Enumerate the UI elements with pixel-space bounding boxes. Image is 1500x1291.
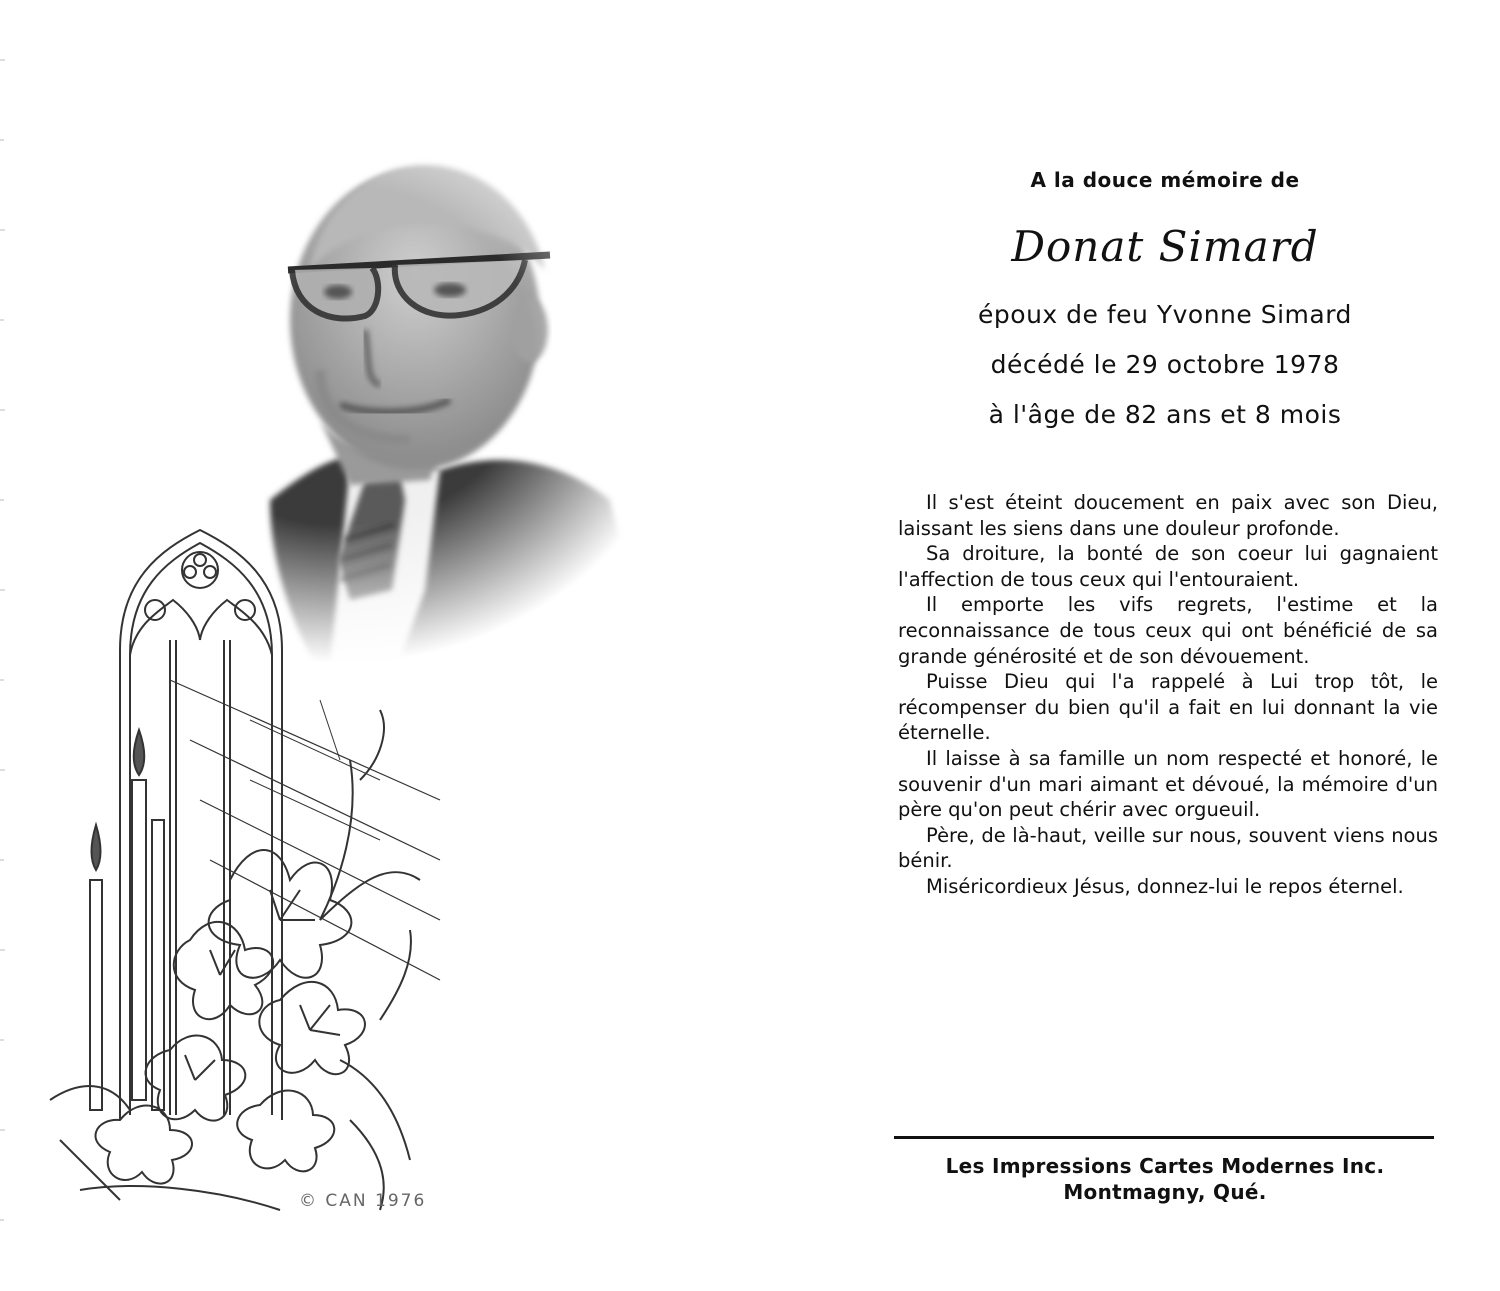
divider-rule — [894, 1136, 1434, 1139]
card-edge — [0, 0, 8, 1291]
paragraph: Père, de là-haut, veille sur nous, souvent viens nous bénir. — [898, 823, 1438, 873]
gothic-window-icon — [120, 530, 440, 1120]
dedication-line: A la douce mémoire de — [1030, 168, 1300, 192]
copyright-mark: © CAN 1976 — [299, 1191, 427, 1211]
paragraph: Il s'est éteint doucement en paix avec son Dieu, laissant les siens dans une douleur profonde. — [898, 491, 1438, 540]
paragraph: Il emporte les vifs regrets, l'estime et la reconnaissance de tous ceux qui ont bénéficié de sa grande générosité et de son dévouement. — [898, 593, 1438, 668]
deceased-name: Donat Simard — [1011, 222, 1319, 271]
left-panel — [20, 120, 660, 1230]
age-line: à l'âge de 82 ans et 8 mois — [988, 400, 1342, 429]
death-date-line: décédé le 29 octobre 1978 — [990, 350, 1340, 379]
lily-flowers-icon — [50, 710, 420, 1210]
paragraph: Sa droiture, la bonté de son coeur lui gagnaient l'affection de tous ceux qui l'entouraient. — [898, 542, 1438, 591]
paragraph: Puisse Dieu qui l'a rappelé à Lui trop tôt, le récompenser du bien qu'il a fait en lui donnant la vie éternelle. — [898, 670, 1438, 745]
spouse-line: époux de feu Yvonne Simard — [978, 300, 1352, 329]
memorial-illustration — [20, 120, 660, 1230]
right-panel — [880, 150, 1450, 1230]
paragraph: Miséricordieux Jésus, donnez-lui le repos éternel. — [926, 874, 1404, 898]
candle-icon — [90, 730, 164, 1110]
printer-name: Les Impressions Cartes Modernes Inc. — [945, 1154, 1385, 1178]
memorial-text — [898, 490, 1438, 900]
paragraph: Il laisse à sa famille un nom respecté et honoré, le souvenir d'un mari aimant et dévoué, la mémoire d'un père qu'on peut chérir avec orgueuil. — [898, 746, 1438, 822]
printer-city: Montmagny, Qué. — [1063, 1180, 1267, 1204]
